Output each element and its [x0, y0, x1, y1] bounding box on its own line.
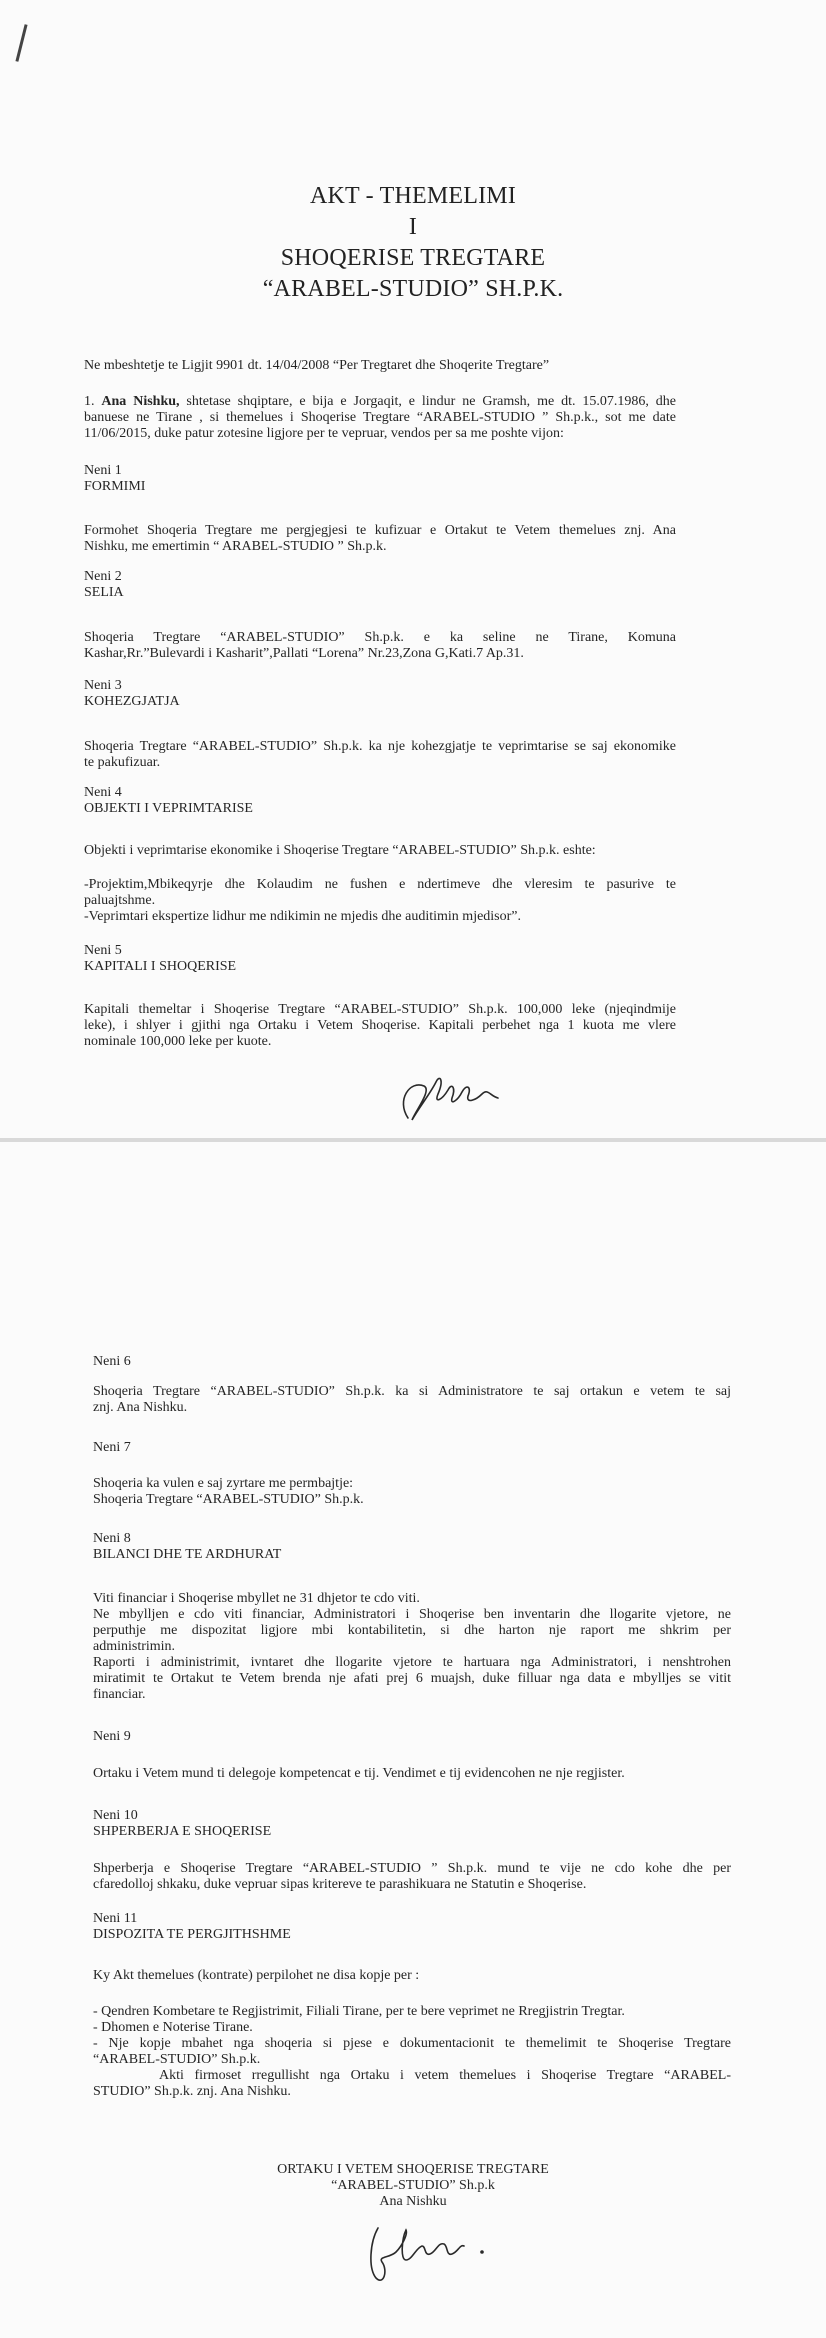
- neni-3-heading: KOHEZGJATJA: [84, 694, 180, 709]
- neni-9-label: Neni 9: [93, 1729, 131, 1744]
- neni-7-line-1: Shoqeria ka vulen e saj zyrtare me permbajtje:: [93, 1476, 354, 1491]
- neni-10-body: Shperberja e Shoqerise Tregtare “ARABEL-STUDIO ” Sh.p.k. mund te vije ne cdo kohe dhe per cfaredolloj shkaku, duke vepruar sipas kritereve te parashikuara ne Statutin e Shoqerise.: [93, 1861, 731, 1892]
- neni-9-body: Ortaku i Vetem mund ti delegoje kompetencat e tij. Vendimet e tij evidencohen ne nje regjister.: [93, 1766, 625, 1781]
- closing-line-1: ORTAKU I VETEM SHOQERISE TREGTARE: [277, 2162, 549, 2177]
- closing-line-2: “ARABEL-STUDIO” Sh.p.k: [331, 2178, 495, 2193]
- neni-11-heading: DISPOZITA TE PERGJITHSHME: [93, 1927, 291, 1942]
- preamble: Ne mbeshtetje te Ligjit 9901 dt. 14/04/2008 “Per Tregtaret dhe Shoqerite Tregtare”: [84, 358, 550, 373]
- intro-paragraph: 1. Ana Nishku, shtetase shqiptare, e bija e Jorgaqit, e lindur ne Gramsh, me dt. 15.07.1986, dhe banuese ne Tirane , si themelues i Shoqerise Tregtare “ARABEL-STUDIO ” Sh.p.k., sot me date 11/06/2015, duke patur zotesine ligjore per te vepruar, vendos per sa me poshte vijon:: [84, 394, 676, 441]
- neni-5-heading: KAPITALI I SHOQERISE: [84, 959, 237, 974]
- signature-page-2: [350, 2212, 510, 2292]
- neni-10-label: Neni 10: [93, 1808, 138, 1823]
- neni-1-label: Neni 1: [84, 463, 122, 478]
- neni-1-heading: FORMIMI: [84, 479, 146, 494]
- neni-5-body: Kapitali themeltar i Shoqerise Tregtare “ARABEL-STUDIO” Sh.p.k. 100,000 leke (njeqindmije leke), i shlyer i gjithi nga Ortaku i Vetem Shoqerise. Kapitali perbehet nga 1 kuota me vlere nominale 100,000 leke per kuote.: [84, 1002, 676, 1049]
- neni-7-label: Neni 7: [93, 1440, 131, 1455]
- neni-6-label: Neni 6: [93, 1354, 131, 1369]
- neni-11-line-2: - Qendren Kombetare te Regjistrimit, Filiali Tirane, per te bere veprimet ne Rregjistrin Tregtar.: [93, 2004, 625, 2019]
- neni-8-label: Neni 8: [93, 1531, 131, 1546]
- pen-mark: [15, 24, 27, 62]
- title-line-3: SHOQERISE TREGTARE: [280, 245, 546, 271]
- closing-line-3: Ana Nishku: [379, 2194, 447, 2209]
- neni-11-line-1: Ky Akt themelues (kontrate) perpilohet ne disa kopje per :: [93, 1968, 420, 1983]
- neni-8-body: Viti financiar i Shoqerise mbyllet ne 31 dhjetor te cdo viti. Ne mbylljen e cdo viti financiar, Administratori i Shoqerise ben inventarin dhe llogarite vjetore, ne perputhje me dispozitat ligjore mbi kontabilitetin, si dhe harton nje raport me shkrim per administrimin. Raporti i administrimit, ivntaret dhe llogarite vjetore te hartuara nga Administratori, i nenshtrohen miratimit te Ortakut te Vetem brenda nje afati prej 6 muajsh, duke filluar nga data e mbylljes se vitit financiar.: [93, 1591, 731, 1702]
- neni-6-body: Shoqeria Tregtare “ARABEL-STUDIO” Sh.p.k. ka si Administratore te saj ortakun e vetem te saj znj. Ana Nishku.: [93, 1384, 731, 1415]
- signature-page-1: [390, 1060, 540, 1130]
- neni-3-label: Neni 3: [84, 678, 122, 693]
- neni-7-line-2: Shoqeria Tregtare “ARABEL-STUDIO” Sh.p.k.: [93, 1492, 364, 1507]
- neni-11-label: Neni 11: [93, 1911, 138, 1926]
- neni-3-body: Shoqeria Tregtare “ARABEL-STUDIO” Sh.p.k. ka nje kohezgjatje te veprimtarise se saj ekonomike te pakufizuar.: [84, 739, 676, 770]
- document-page-1: [0, 0, 826, 1138]
- neni-11-signing-note: Akti firmoset rregullisht nga Ortaku i vetem themelues i Shoqerise Tregtare “ARABEL- STUDIO” Sh.p.k. znj. Ana Nishku.: [93, 2068, 731, 2099]
- document-page-2: [0, 1142, 826, 2338]
- title-line-2: I: [408, 214, 418, 240]
- neni-11-line-3: - Dhomen e Noterise Tirane.: [93, 2020, 253, 2035]
- title-line-1: AKT - THEMELIMI: [309, 183, 517, 209]
- neni-4-line-1: Objekti i veprimtarise ekonomike i Shoqerise Tregtare “ARABEL-STUDIO” Sh.p.k. eshte:: [84, 843, 596, 858]
- neni-10-heading: SHPERBERJA E SHOQERISE: [93, 1824, 272, 1839]
- neni-2-label: Neni 2: [84, 569, 122, 584]
- neni-11-copy-note: - Nje kopje mbahet nga shoqeria si pjese e dokumentacionit te themelimit te Shoqerise Tregtare “ARABEL-STUDIO” Sh.p.k.: [93, 2036, 731, 2067]
- neni-2-body: Shoqeria Tregtare “ARABEL-STUDIO” Sh.p.k. e ka seline ne Tirane, Komuna Kashar,Rr.”Bulevardi i Kasharit”,Pallati “Lorena” Nr.23,Zona G,Kati.7 Ap.31.: [84, 630, 676, 661]
- title-line-4: “ARABEL-STUDIO” SH.P.K.: [262, 276, 564, 302]
- neni-2-heading: SELIA: [84, 585, 124, 600]
- neni-4-label: Neni 4: [84, 785, 122, 800]
- neni-4-heading: OBJEKTI I VEPRIMTARISE: [84, 801, 253, 816]
- neni-4-list: -Projektim,Mbikeqyrje dhe Kolaudim ne fushen e ndertimeve dhe vleresim te pasurive te paluajtshme. -Veprimtari ekspertize lidhur me ndikimin ne mjedis dhe auditimin mjedisor”.: [84, 877, 676, 924]
- neni-8-heading: BILANCI DHE TE ARDHURAT: [93, 1547, 282, 1562]
- neni-1-body: Formohet Shoqeria Tregtare me pergjegjesi te kufizuar e Ortakut te Vetem themelues znj. Ana Nishku, me emertimin “ ARABEL-STUDIO ” Sh.p.k.: [84, 523, 676, 554]
- neni-5-label: Neni 5: [84, 943, 122, 958]
